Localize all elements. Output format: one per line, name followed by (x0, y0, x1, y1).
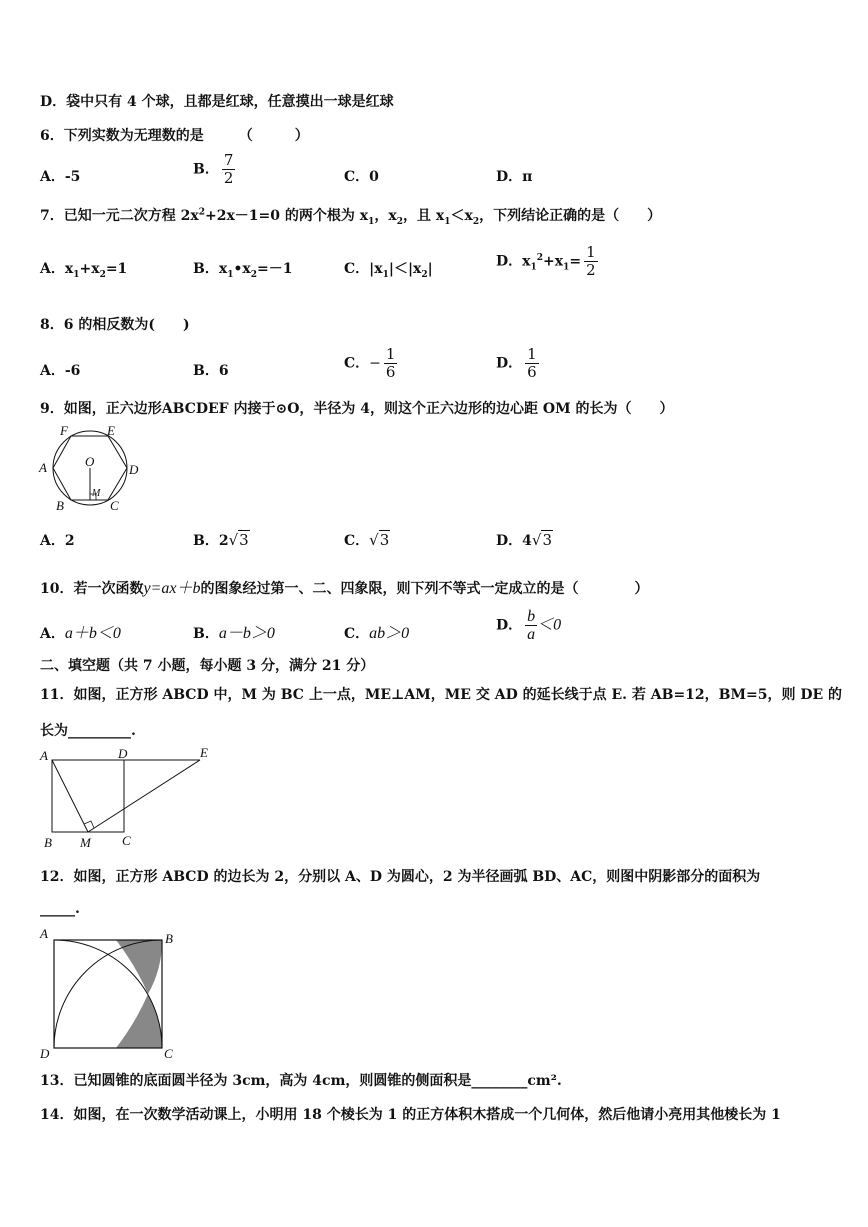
label-e: E (200, 745, 208, 760)
q8-option-a: A．-6 (40, 363, 81, 379)
square-abcd (52, 760, 124, 832)
q6-option-d: D．π (496, 169, 533, 185)
label-b: B (56, 498, 64, 512)
q6-option-b: B． $\frac{7}{2}$ (193, 151, 234, 187)
label-c: C (122, 833, 131, 848)
label-b: B (44, 835, 52, 850)
label-c: C (110, 498, 119, 512)
square-figure-q11 (38, 744, 218, 850)
question-7: 7．已知一元二次方程 $2x^2+2x-1=0$ 的两个根为 $x_1$，$x_2$，且 $x_1<x_2$，下列结论正确的是（ ） (40, 207, 662, 227)
label-a: A (40, 748, 48, 763)
q10-option-c: C．ab＞0 (344, 625, 410, 642)
question-14: 14．如图，在一次数学活动课上，小明用 18 个棱长为 1 的正方体积木搭成一个几何体，然后他请小亮用其他棱长为 1 (40, 1107, 781, 1123)
question-8: 8．6 的相反数为( ) (40, 317, 190, 333)
label-d: D (129, 462, 139, 477)
square-figure-q12 (36, 926, 186, 1062)
q7-option-b: B．$x_1•x_2=-1$ (193, 261, 293, 280)
option-d-q5: D．袋中只有 4 个球，且都是红球，任意摸出一球是红球 (40, 94, 394, 110)
q10-option-d: D． $\frac{b}{a}$ ＜0 (496, 608, 562, 643)
question-11-line1: 11．如图，正方形 ABCD 中，M 为 BC 上一点，ME⊥AM，ME 交 AD 的延长线于点 E. 若 AB=12，BM=5，则 DE 的 (40, 687, 843, 703)
label-d: D (118, 746, 128, 761)
segment-am (52, 760, 88, 832)
label-e: E (107, 424, 115, 438)
q7-option-a: A．$x_1+x_2=1$ (40, 261, 128, 280)
shaded-bottom (116, 994, 162, 1048)
q10-option-b: B．a－b＞0 (193, 625, 275, 642)
question-11-line2: 长为_________. (40, 723, 136, 739)
label-a: A (40, 926, 48, 941)
q9-option-a: A．2 (40, 533, 75, 549)
q8-option-c: C．− $\frac{1}{6}$ (344, 345, 396, 381)
question-6: 6．下列实数为无理数的是 （ ） (40, 128, 309, 144)
label-d: D (40, 1046, 50, 1061)
q9-option-b: B．2√3 (193, 531, 249, 549)
label-m: M (92, 488, 101, 499)
label-m: M (80, 835, 91, 850)
label-a: A (39, 460, 47, 475)
label-o: O (85, 454, 95, 469)
question-9: 9．如图，正六边形ABCDEF 内接于⊙O，半径为 4，则这个正六边形的边心距 OM 的长为（ ） (40, 401, 674, 417)
label-b: B (165, 931, 173, 946)
segment-me (88, 760, 200, 832)
label-c: C (164, 1046, 173, 1061)
label-f: F (60, 424, 68, 438)
shaded-top (116, 940, 162, 994)
q6-option-a: A．-5 (40, 169, 81, 185)
q10-option-a: A．a＋b＜0 (40, 625, 121, 642)
q8-option-b: B．6 (193, 363, 229, 379)
q9-option-c: C．√3 (344, 531, 390, 549)
question-13: 13．已知圆锥的底面圆半径为 3cm，高为 4cm，则圆锥的侧面积是________cm². (40, 1073, 562, 1089)
q9-option-d: D．4√3 (496, 531, 552, 549)
question-10: 10．若一次函数y=ax＋b的图象经过第一、二、四象限，则下列不等式一定成立的是（ ） (40, 580, 649, 597)
q7-option-c: C．$|x_1|<|x_2|$ (344, 261, 433, 280)
q7-option-d: D．$x_1^2+x_1=$ $\frac{1}{2}$ (496, 243, 596, 279)
question-12-line1: 12．如图，正方形 ABCD 的边长为 2，分别以 A、D 为圆心，2 为半径画弧 BD、AC，则图中阴影部分的面积为 (40, 869, 761, 885)
section-heading: 二、填空题（共 7 小题，每小题 3 分，满分 21 分） (40, 658, 375, 674)
q6-option-c: C．0 (344, 169, 379, 185)
question-12-line2: _____. (40, 901, 80, 917)
q8-option-d: D． $\frac{1}{6}$ (496, 345, 537, 381)
hexagon-figure (36, 424, 148, 512)
